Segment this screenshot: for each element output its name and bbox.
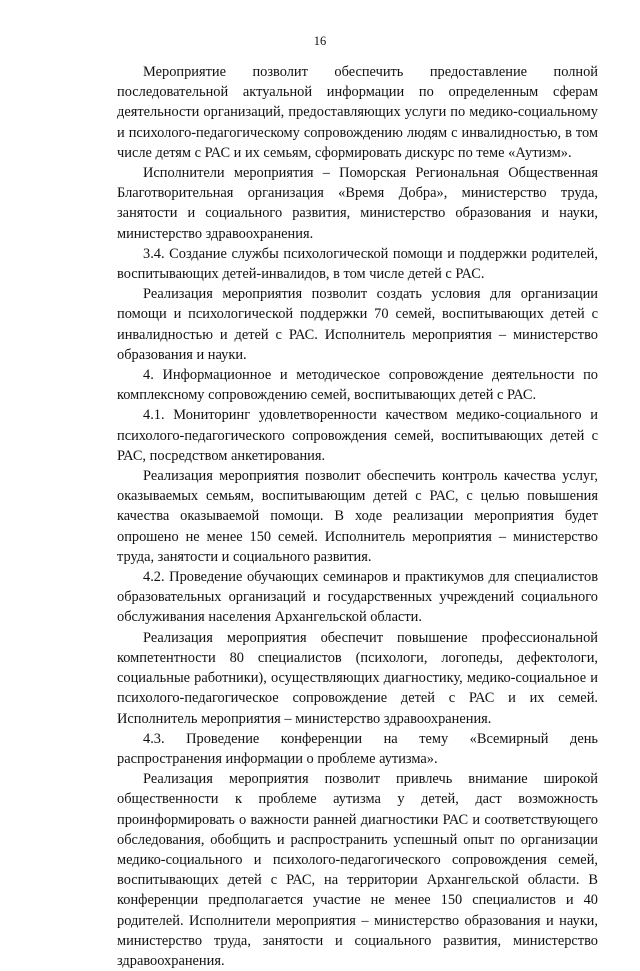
page-body bbox=[117, 62, 598, 971]
paragraph-item-3-4-implementation: Реализация мероприятия позволит создать условия для организации помощи и психологической поддержки 70 семей, воспитывающих детей с инвалидностью и детей с РАС. Исполнитель мероприятия – министерство образования и науки. bbox=[117, 286, 598, 363]
paragraph-item-4-1: 4.1. Мониторинг удовлетворенности качеством медико-социального и психолого-педагогического сопровождения семей, воспитывающих детей с РАС, посредством анкетирования. bbox=[117, 407, 598, 464]
paragraph-item-3-4: 3.4. Создание службы психологической помощи и поддержки родителей, воспитывающих детей-инвалидов, в том числе детей с РАС. bbox=[117, 245, 598, 283]
paragraph-event-description: Мероприятие позволит обеспечить предоставление полной последовательной актуальной информации по определенным сферам деятельности организаций, предоставляющих услуги по медико-социальному и психолого-педагогическому сопровождению людям с инвалидностью, в том числе детям с РАС и их семьям, сформировать дискурс по теме «Аутизм». bbox=[117, 64, 598, 161]
paragraph-item-4-1-implementation: Реализация мероприятия позволит обеспечить контроль качества услуг, оказываемых семьям, воспитывающим детей с РАС, с целью повышения качества оказываемой помощи. В ходе реализации мероприятия будет опрошено не менее 150 семей. Исполнитель мероприятия – министерство труда, занятости и социального развития. bbox=[117, 468, 598, 565]
paragraph-item-4-3: 4.3. Проведение конференции на тему «Всемирный день распространения информации о проблеме аутизма». bbox=[117, 730, 598, 767]
paragraph-item-4-3-implementation: Реализация мероприятия позволит привлечь внимание широкой общественности к проблеме аутизма у детей, даст возможность проинформировать о важности ранней диагностики РАС и соответствующего обследования, обобщить и распространить успешный опыт по организации медико-социального и психолого-педагогического сопровождения семей, воспитывающих детей с РАС, на территории Архангельской области. В конференции предполагается участие не менее 150 специалистов и 40 родителей. Исполнители мероприятия – министерство образования и науки, министерство труда, занятости и социального развития, министерство здравоохранения. bbox=[117, 771, 598, 969]
paragraph-item-4-2-implementation: Реализация мероприятия обеспечит повышение профессиональной компетентности 80 специалистов (психологи, логопеды, дефектологи, социальные работники), осуществляющих диагностику, медико-социальное и психолого-педагогическое сопровождение детей с РАС и их семей. Исполнитель мероприятия – министерство здравоохранения. bbox=[117, 629, 598, 727]
paragraph-event-executors: Исполнители мероприятия – Поморская Региональная Общественная Благотворительная организация «Время Добра», министерство труда, занятости и социального развития, министерство образования и науки, министерство здравоохранения. bbox=[117, 165, 598, 242]
paragraph-item-4-2: 4.2. Проведение обучающих семинаров и практикумов для специалистов образовательных организаций и государственных учреждений социального обслуживания населения Архангельской области. bbox=[117, 569, 598, 626]
page-number: 16 bbox=[313, 34, 327, 48]
paragraph-section-4-heading: 4. Информационное и методическое сопровождение деятельности по комплексному сопровождению семей, воспитывающих детей с РАС. bbox=[117, 367, 598, 404]
